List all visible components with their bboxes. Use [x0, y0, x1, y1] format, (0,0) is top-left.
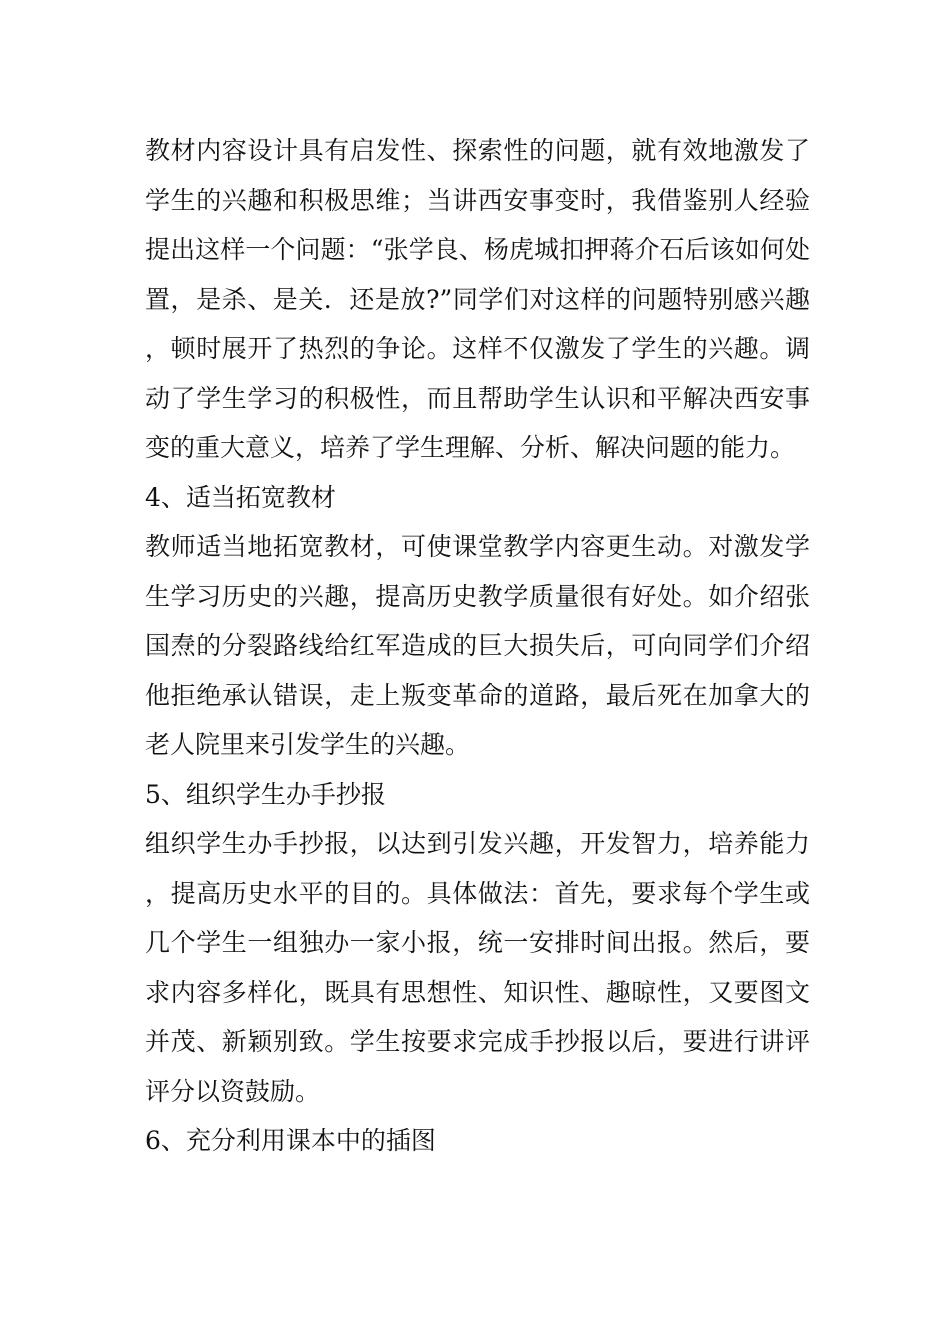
document-body	[145, 126, 810, 1166]
section-heading-5: 5、组织学生办手抄报	[145, 779, 386, 809]
section-heading-4: 4、适当拓宽教材	[145, 482, 336, 512]
paragraph-inquiry-questions: 教材内容设计具有启发性、探索性的问题，就有效地激发了学生的兴趣和积极思维；当讲西安事变时，我借鉴别人经验提出这样一个问题：“张学良、杨虎城扣押蒋介石后该如何处置，是杀、是关．还是放?”同学们对这样的问题特别感兴趣，顿时展开了热烈的争论。这样不仅激发了学生的兴趣。调动了学生学习的积极性，而且帮助学生认识和平解决西安事变的重大意义，培养了学生理解、分析、解决问题的能力。	[145, 136, 810, 462]
paragraph-handwritten-newspaper: 组织学生办手抄报，以达到引发兴趣，开发智力，培养能力，提高历史水平的目的。具体做法：首先，要求每个学生或几个学生一组独办一家小报，统一安排时间出报。然后，要求内容多样化，既具有思想性、知识性、趣晾性，又要图文并茂、新颖别致。学生按要求完成手抄报以后，要进行讲评评分以资鼓励。	[145, 829, 810, 1106]
section-heading-6: 6、充分利用课本中的插图	[145, 1126, 436, 1155]
paragraph-extend-materials: 教师适当地拓宽教材，可使课堂教学内容更生动。对激发学生学习历史的兴趣，提高历史教学质量很有好处。如介绍张国焘的分裂路线给红军造成的巨大损失后，可向同学们介绍他拒绝承认错误，走上叛变革命的道路，最后死在加拿大的老人院里来引发学生的兴趣。	[145, 532, 810, 759]
